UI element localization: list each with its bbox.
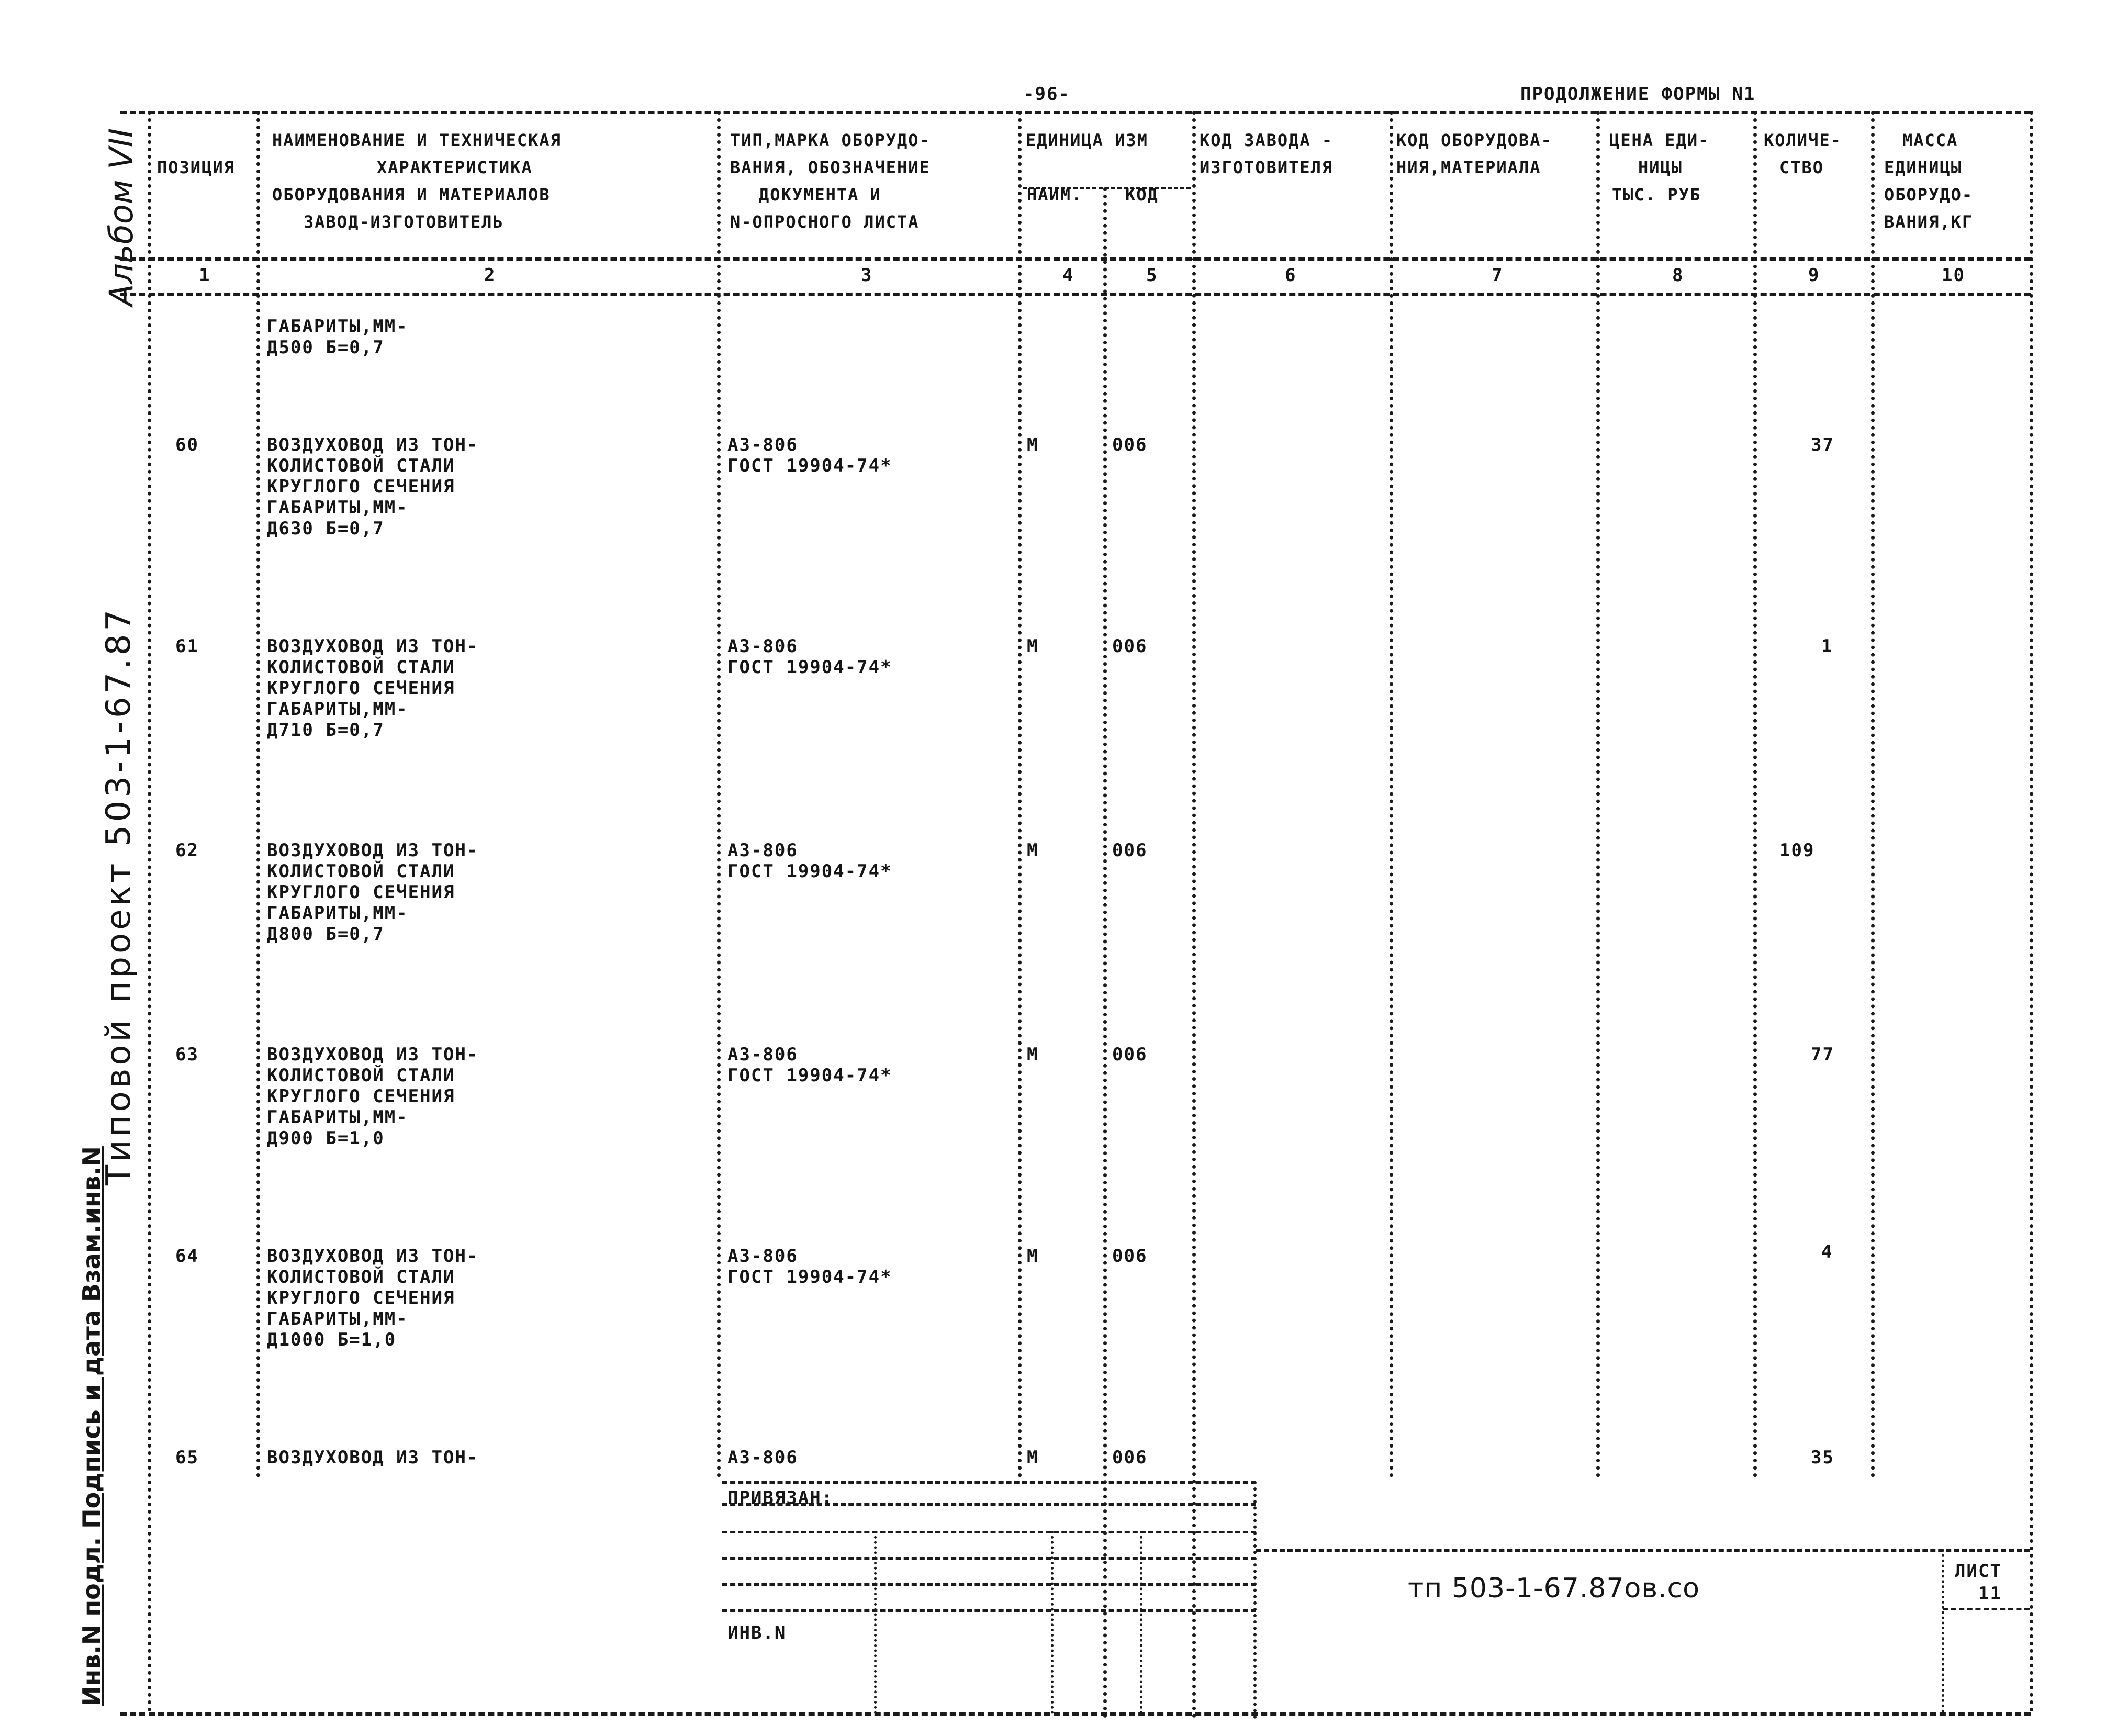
header-type-line3: ДОКУМЕНТА И: [759, 185, 881, 205]
column-number-10: 10: [1942, 265, 1965, 286]
rule-col2: [717, 111, 721, 1478]
rule-col1: [256, 111, 260, 1478]
row-unit: М: [1027, 434, 1039, 455]
row-name-line: КРУГЛОГО СЕЧЕНИЯ: [267, 1287, 455, 1308]
row-name-line: ВОЗДУХОВОД ИЗ ТОН-: [267, 636, 479, 657]
row-name-line: ГАБАРИТЫ,ММ-: [267, 1308, 408, 1329]
row-name-line: КРУГЛОГО СЕЧЕНИЯ: [267, 476, 455, 497]
document-code: тп 503-1-67.87ов.со: [1408, 1573, 1700, 1604]
stamp-rule: [722, 1531, 1256, 1533]
stamp-rule: [722, 1557, 1256, 1560]
sheet-number: 11: [1978, 1583, 2002, 1604]
row-unit-code: 006: [1112, 840, 1148, 861]
row-name-line: ГАБАРИТЫ,ММ-: [267, 699, 408, 720]
row-name-line: ГАБАРИТЫ,ММ-: [267, 1107, 408, 1128]
rule-col3: [1018, 111, 1022, 1478]
header-equipment-code-line1: КОД ОБОРУДОВА-: [1396, 130, 1552, 150]
rule-col5: [1192, 111, 1196, 1719]
row-unit: М: [1027, 636, 1039, 657]
row-unit-code: 006: [1112, 636, 1148, 657]
row-name-line: ВОЗДУХОВОД ИЗ ТОН-: [267, 840, 479, 861]
row-name-line: Д710 Б=0,7: [267, 720, 385, 741]
header-quantity-line1: КОЛИЧЕ-: [1764, 130, 1842, 150]
rule-top: [120, 111, 2031, 114]
row-quantity: 35: [1811, 1447, 1834, 1468]
row-type-line: А3-806: [727, 840, 798, 861]
row-name-line: КОЛИСТОВОЙ СТАЛИ: [267, 861, 455, 882]
column-number-6: 6: [1285, 265, 1297, 286]
row-position: 64: [175, 1246, 199, 1267]
row-position: 65: [175, 1447, 199, 1468]
row-unit-code: 006: [1112, 1246, 1148, 1267]
header-price-line2: НИЦЫ: [1638, 158, 1683, 177]
header-type-line2: ВАНИЯ, ОБОЗНАЧЕНИЕ: [730, 158, 931, 177]
header-factory-code-line1: КОД ЗАВОДА -: [1200, 130, 1334, 150]
row-unit-code: 006: [1112, 1447, 1148, 1468]
column-number-7: 7: [1492, 265, 1504, 286]
column-number-8: 8: [1672, 265, 1684, 286]
header-unit-code: КОД: [1125, 185, 1159, 205]
row-type-line: А3-806: [727, 1447, 798, 1468]
row-name-line: КОЛИСТОВОЙ СТАЛИ: [267, 1267, 455, 1287]
rule-col8: [1753, 111, 1757, 1478]
stamp-divider: [1140, 1531, 1142, 1714]
row-position: 61: [175, 636, 199, 657]
row-name-line: ВОЗДУХОВОД ИЗ ТОН-: [267, 434, 479, 455]
row-type-line: А3-806: [727, 1246, 798, 1267]
row-name-line: ГАБАРИТЫ,ММ-: [267, 903, 408, 924]
row-name-line: КРУГЛОГО СЕЧЕНИЯ: [267, 678, 455, 699]
header-name-line4: ЗАВОД-ИЗГОТОВИТЕЛЬ: [304, 212, 504, 232]
row-unit: М: [1027, 1044, 1039, 1065]
row-name-line: Д800 Б=0,7: [267, 924, 385, 945]
header-equipment-code-line2: НИЯ,МАТЕРИАЛА: [1396, 158, 1541, 177]
stamp-rule: [722, 1609, 1256, 1612]
row-quantity: 4: [1821, 1241, 1833, 1262]
row-type-line: ГОСТ 19904-74*: [727, 455, 892, 476]
sheet-box-divider: [1942, 1549, 1944, 1712]
row-name-line: КОЛИСТОВОЙ СТАЛИ: [267, 455, 455, 476]
row-name-line: ГАБАРИТЫ,ММ-: [267, 497, 408, 518]
stamp-divider: [1051, 1531, 1054, 1714]
rule-header-bottom: [120, 257, 2031, 261]
column-number-4: 4: [1062, 265, 1074, 286]
row-name-line: Д630 Б=0,7: [267, 518, 385, 539]
row-quantity: 109: [1779, 840, 1815, 861]
stamp-divider: [874, 1531, 877, 1714]
row-position: 63: [175, 1044, 199, 1065]
row-name-line: КРУГЛОГО СЕЧЕНИЯ: [267, 882, 455, 903]
rule-col7: [1596, 111, 1600, 1478]
row-quantity: 37: [1811, 434, 1834, 455]
header-position: ПОЗИЦИЯ: [157, 158, 235, 177]
row-type-line: А3-806: [727, 434, 798, 455]
inventory-number-label: ИНВ.N: [727, 1622, 787, 1643]
carry-over-line: ГАБАРИТЫ,ММ-: [267, 316, 408, 337]
rule-bottom: [120, 1712, 2031, 1716]
header-mass-line3: ОБОРУДО-: [1884, 185, 1974, 205]
header-price-line3: ТЫС. РУБ: [1612, 185, 1701, 205]
rule-col4: [1103, 187, 1107, 1719]
header-name-line1: НАИМЕНОВАНИЕ И ТЕХНИЧЕСКАЯ: [272, 130, 562, 150]
header-mass-line1: МАССА: [1902, 130, 1958, 150]
header-mass-line2: ЕДИНИЦЫ: [1884, 158, 1962, 177]
rule-numbers-bottom: [120, 293, 2031, 296]
side-stamp-label: Инв.N подл. Подпись и дата Взам.инв.N: [77, 1146, 106, 1706]
privyazan-label: ПРИВЯЗАН:: [727, 1487, 834, 1508]
row-type-line: ГОСТ 19904-74*: [727, 1267, 892, 1287]
continuation-title: ПРОДОЛЖЕНИЕ ФОРМЫ N1: [1520, 84, 1756, 105]
row-quantity: 77: [1811, 1044, 1834, 1065]
sheet-label: ЛИСТ: [1955, 1561, 2002, 1582]
row-name-line: КОЛИСТОВОЙ СТАЛИ: [267, 657, 455, 678]
header-factory-code-line2: ИЗГОТОВИТЕЛЯ: [1200, 158, 1334, 177]
header-mass-line4: ВАНИЯ,КГ: [1884, 212, 1974, 232]
row-name-line: КОЛИСТОВОЙ СТАЛИ: [267, 1065, 455, 1086]
header-type-line1: ТИП,МАРКА ОБОРУДО-: [730, 130, 931, 150]
row-name-line: ВОЗДУХОВОД ИЗ ТОН-: [267, 1246, 479, 1267]
column-number-5: 5: [1146, 265, 1158, 286]
rule-col6: [1390, 111, 1393, 1478]
stamp-rule: [722, 1583, 1256, 1586]
row-name-line: ВОЗДУХОВОД ИЗ ТОН-: [267, 1447, 479, 1468]
header-unit-group: ЕДИНИЦА ИЗМ: [1026, 130, 1148, 150]
header-quantity-line2: СТВО: [1779, 158, 1824, 177]
row-name-line: ВОЗДУХОВОД ИЗ ТОН-: [267, 1044, 479, 1065]
row-unit: М: [1027, 840, 1039, 861]
carry-over-line: Д500 Б=0,7: [267, 337, 385, 358]
row-type-line: А3-806: [727, 636, 798, 657]
rule-col9: [1871, 111, 1875, 1478]
row-unit: М: [1027, 1246, 1039, 1267]
column-number-1: 1: [199, 265, 211, 286]
row-name-line: Д1000 Б=1,0: [267, 1329, 397, 1350]
header-unit-name: НАИМ.: [1027, 185, 1083, 205]
row-type-line: А3-806: [727, 1044, 798, 1065]
stamp-rule: [1256, 1549, 2030, 1552]
header-price-line1: ЦЕНА ЕДИ-: [1609, 130, 1710, 150]
row-unit-code: 006: [1112, 434, 1148, 455]
row-name-line: КРУГЛОГО СЕЧЕНИЯ: [267, 1086, 455, 1107]
rule-left: [148, 111, 151, 1712]
side-album-label: Альбом VII: [102, 128, 140, 306]
column-number-2: 2: [484, 265, 496, 286]
header-name-line2: ХАРАКТЕРИСТИКА: [377, 158, 533, 177]
stamp-rule: [722, 1481, 1256, 1484]
row-type-line: ГОСТ 19904-74*: [727, 1065, 892, 1086]
row-quantity: 1: [1821, 636, 1833, 657]
page-number: -96-: [1023, 84, 1070, 105]
header-type-line4: N-ОПРОСНОГО ЛИСТА: [730, 212, 920, 232]
rule-right: [2030, 111, 2033, 1712]
stamp-divider: [1253, 1481, 1257, 1719]
side-project-label: Типовой проект 503-1-67.87: [99, 606, 138, 1185]
row-type-line: ГОСТ 19904-74*: [727, 657, 892, 678]
row-name-line: Д900 Б=1,0: [267, 1128, 385, 1149]
row-type-line: ГОСТ 19904-74*: [727, 861, 892, 882]
row-unit: М: [1027, 1447, 1039, 1468]
column-number-3: 3: [861, 265, 873, 286]
sheet-box-rule: [1943, 1608, 2030, 1610]
row-position: 62: [175, 840, 199, 861]
column-number-9: 9: [1808, 265, 1820, 286]
row-unit-code: 006: [1112, 1044, 1148, 1065]
header-name-line3: ОБОРУДОВАНИЯ И МАТЕРИАЛОВ: [272, 185, 551, 205]
row-position: 60: [175, 434, 199, 455]
